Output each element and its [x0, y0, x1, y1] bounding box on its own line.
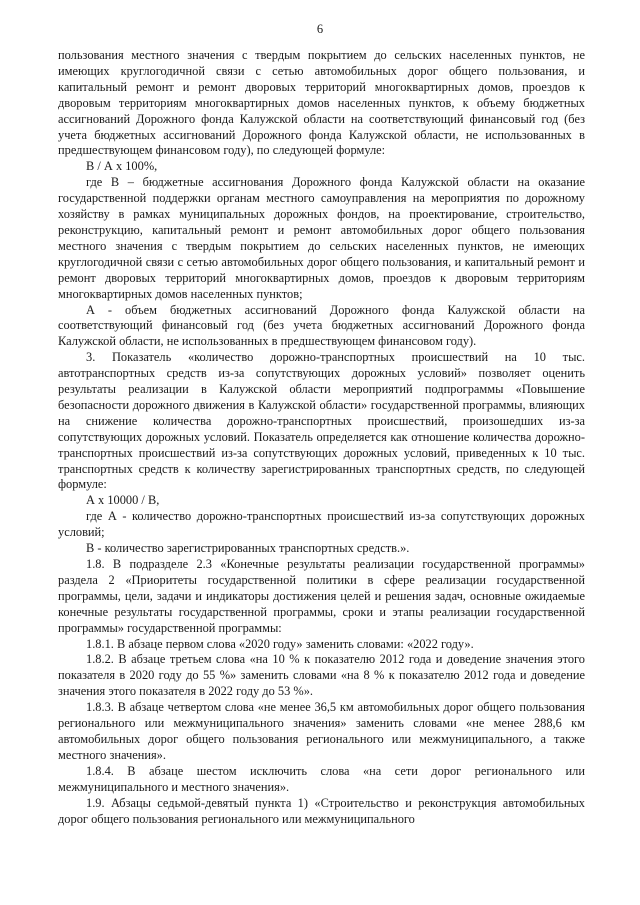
- paragraph-1-8-2: 1.8.2. В абзаце третьем слова «на 10 % к показателю 2012 года и доведение значения этого показателя в 2020 году до 55 %» заменить словами «на 8 % к показателю 2012 года и доведение значения этого показателя в 2022 году до 53 %».: [58, 652, 585, 699]
- page-number: 6: [316, 22, 324, 36]
- formula-b-over-a: В / А х 100%,: [86, 159, 158, 174]
- paragraph-1-8-3: 1.8.3. В абзаце четвертом слова «не менее 36,5 км автомобильных дорог общего пользования регионального или межмуниципального значения» заменить словами «не менее 288,6 км автомобильных дорог общего пользования регионального или межмуниципального, а также местного значения».: [58, 700, 585, 762]
- paragraph-1-9: 1.9. Абзацы седьмой-девятый пункта 1) «Строительство и реконструкция автомобильных дорог общего пользования регионального или межмуниципального: [58, 795, 585, 826]
- paragraph-definition-a-accidents: где А - количество дорожно-транспортных происшествий из-за сопутствующих дорожных условий;: [58, 509, 585, 540]
- paragraph-1-8: 1.8. В подразделе 2.3 «Конечные результаты реализации государственной программы» раздела 2 «Приоритеты государственной политики в сфере реализации государственной программы, цели, задачи и индикаторы достижения целей и решения задач, основные ожидаемые конечные результаты государственной программы, сроки и этапы реализации государственной программы» государственной программы:: [58, 557, 585, 635]
- paragraph-definition-b-vehicles: В - количество зарегистрированных транспортных средств.».: [86, 541, 410, 556]
- paragraph-definition-a: А - объем бюджетных ассигнований Дорожного фонда Калужской области на соответствующий финансовый год (без учета бюджетных ассигнований Дорожного фонда Калужской области, не использованных в предшествующем финансовом году).: [58, 302, 585, 349]
- formula-a-times-10000: А х 10000 / В,: [86, 493, 160, 508]
- paragraph-1-8-1: 1.8.1. В абзаце первом слова «2020 году» заменить словами: «2022 году».: [86, 636, 474, 651]
- document-body: [58, 48, 585, 827]
- paragraph-continuation: пользования местного значения с твердым покрытием до сельских населенных пунктов, не имеющих круглогодичной связи с сетью автомобильных дорог общего пользования, и капитальный ремонт и ремонт дворовых территорий многоквартирных домов, проездов к дворовым территориям многоквартирных домов населенных пунктов, к объему бюджетных ассигнований Дорожного фонда Калужской области на соответствующий финансовый год (без учета бюджетных ассигнований Дорожного фонда Калужской области, не использованных в предшествующем финансовом году), по следующей формуле:: [58, 48, 585, 158]
- paragraph-definition-b: где В – бюджетные ассигнования Дорожного фонда Калужской области на оказание государственной поддержки органам местного самоуправления на мероприятия по дорожному хозяйству в рамках муниципальных дорожных фондов, на проектирование, строительство, реконструкцию, капитальный ремонт и ремонт автомобильных дорог общего пользования местного значения с твердым покрытием до сельских населенных пунктов, не имеющих круглогодичной связи с сетью автомобильных дорог общего пользования, и капитальный ремонт и ремонт дворовых территорий многоквартирных домов, проездов к дворовым территориям многоквартирных домов населенных пунктов;: [58, 175, 585, 301]
- paragraph-1-8-4: 1.8.4. В абзаце шестом исключить слова «на сети дорог регионального или межмуниципального и местного значения».: [58, 763, 585, 794]
- paragraph-indicator-3: 3. Показатель «количество дорожно-транспортных происшествий на 10 тыс. автотранспортных средств из-за сопутствующих дорожных условий» позволяет оценить результаты реализации в Калужской области мероприятий подпрограммы «Повышение безопасности дорожного движения в Калужской области» государственной программы, влияющих на снижение количества дорожно-транспортных происшествий, произошедших из-за сопутствующих дорожных условий. Показатель определяется как отношение количества дорожно-транспортных происшествий из-за сопутствующих дорожных условий, приведенных к 10 тыс. транспортных средств к количеству зарегистрированных транспортных средств, по следующей формуле:: [58, 350, 585, 492]
